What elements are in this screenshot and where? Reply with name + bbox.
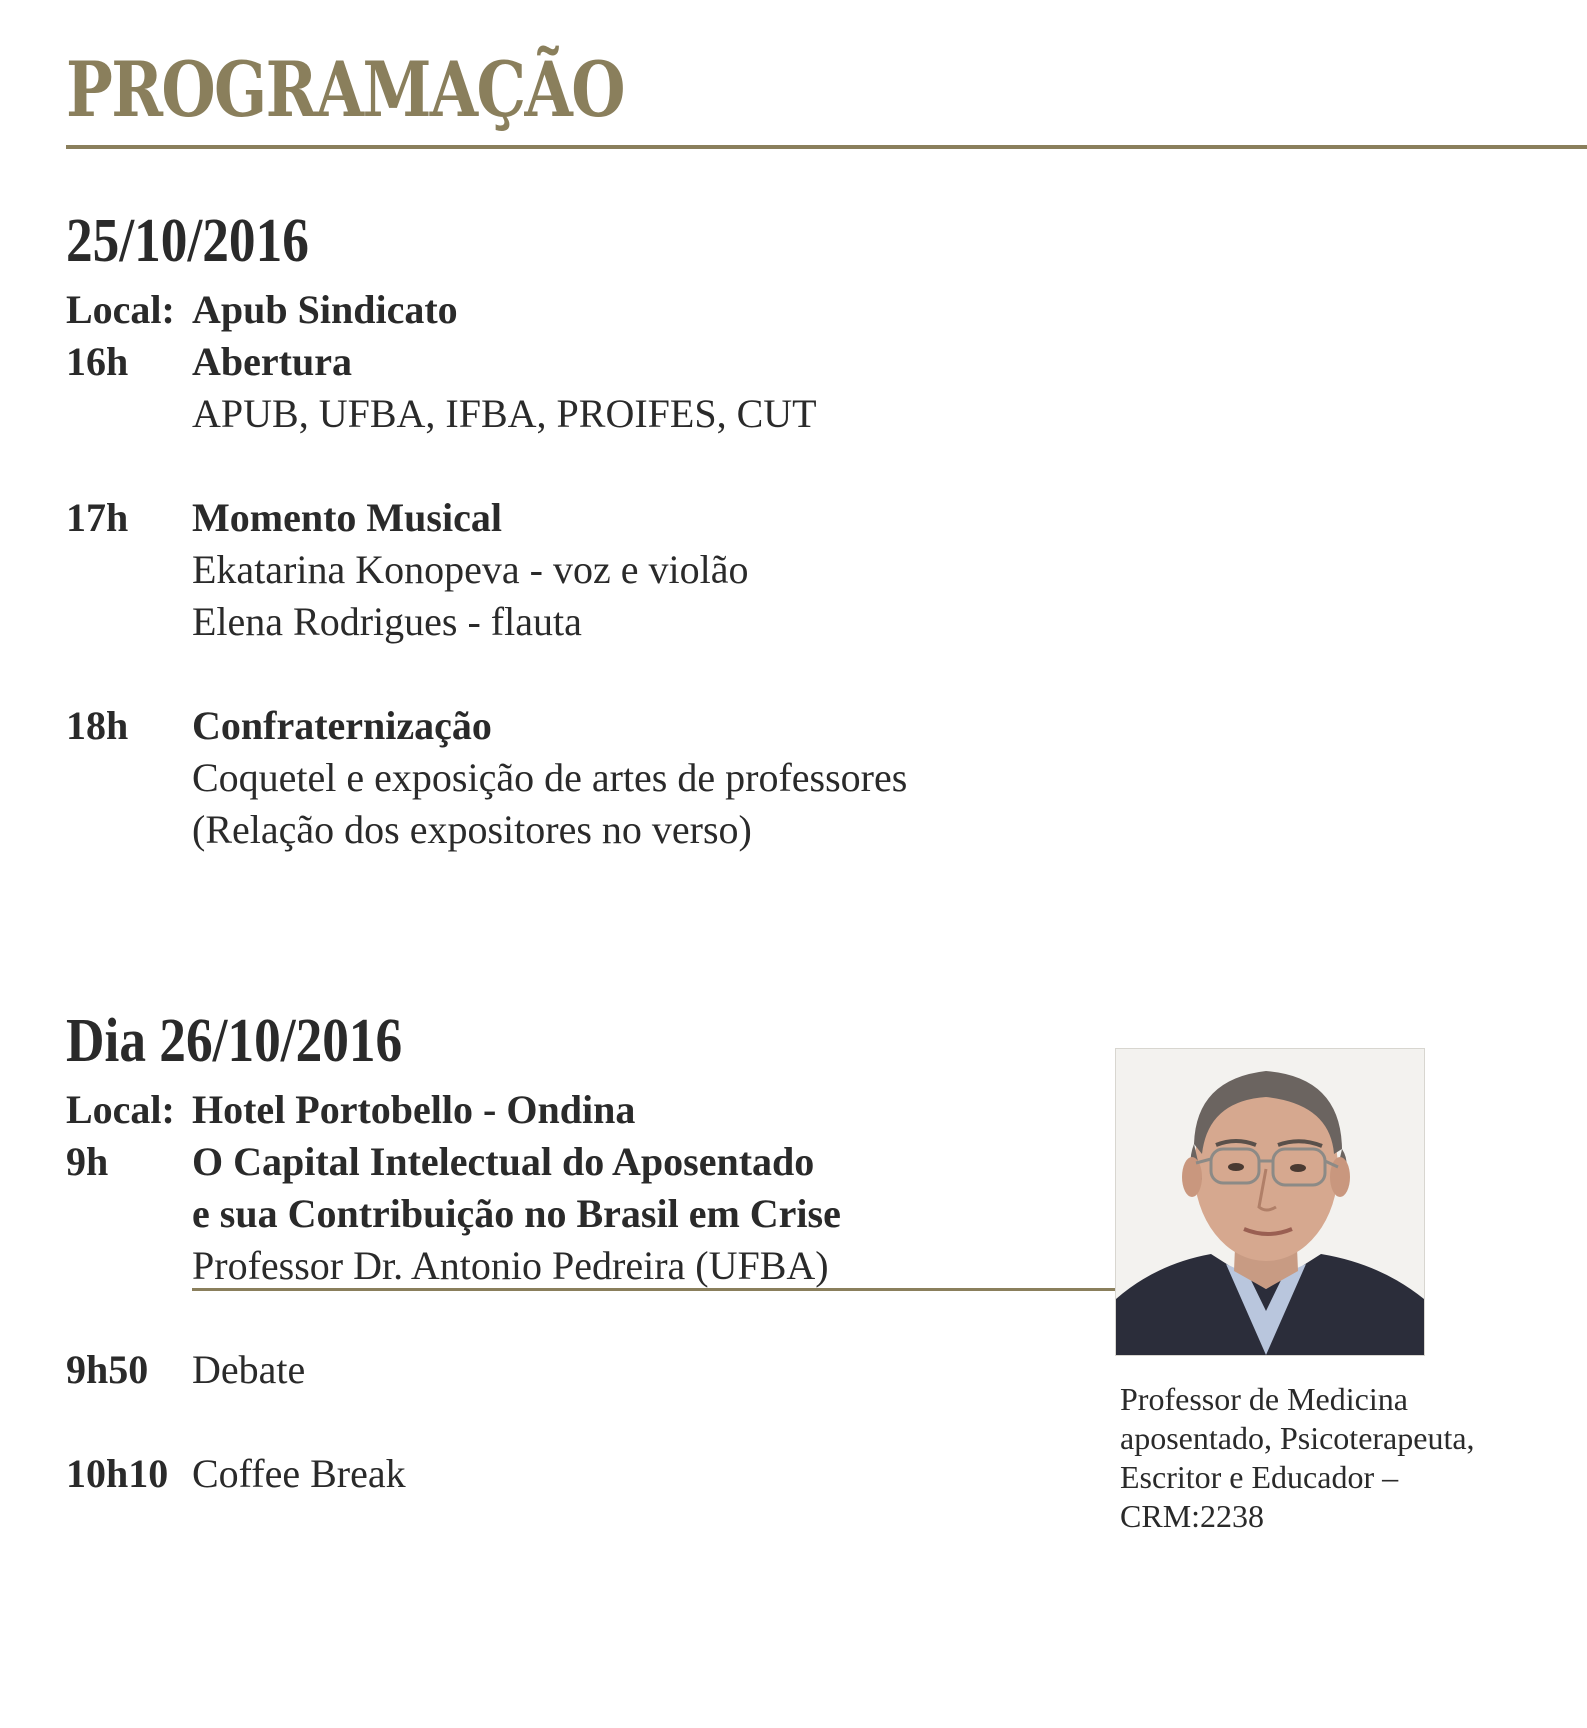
schedule-title: Coffee Break: [192, 1451, 406, 1496]
schedule-item: [66, 1344, 1046, 1396]
speaker-connector-line: [192, 1288, 1132, 1291]
local-value: Apub Sindicato: [192, 287, 458, 332]
schedule-title: Debate: [192, 1347, 306, 1392]
schedule-title: Confraternização: [192, 703, 492, 748]
day-1-date: 25/10/2016: [66, 207, 309, 275]
talk-speaker: Professor Dr. Antonio Pedreira (UFBA): [192, 1243, 829, 1288]
schedule-detail: APUB, UFBA, IFBA, PROIFES, CUT: [192, 391, 817, 436]
caption-line: CRM:2238: [1120, 1498, 1265, 1534]
schedule-item: [66, 336, 1046, 440]
schedule-title: Abertura: [192, 339, 352, 384]
talk-title-line: O Capital Intelectual do Aposentado: [192, 1139, 815, 1184]
schedule-detail: (Relação dos expositores no verso): [192, 807, 752, 852]
schedule-detail: Ekatarina Konopeva - voz e violão: [192, 547, 749, 592]
day-1-section: [66, 207, 1046, 856]
page-title: PROGRAMAÇÃO: [66, 45, 624, 134]
day-2-local-row: [66, 1084, 1046, 1136]
schedule-detail: Elena Rodrigues - flauta: [192, 599, 582, 644]
local-label: Local:: [66, 1087, 175, 1132]
schedule-time: 10h10: [66, 1451, 169, 1496]
caption-line: aposentado, Psicoterapeuta,: [1120, 1420, 1475, 1456]
schedule-title: Momento Musical: [192, 495, 502, 540]
caption-line: Professor de Medicina: [1120, 1381, 1408, 1417]
local-value: Hotel Portobello - Ondina: [192, 1087, 636, 1132]
day-2-date: Dia 26/10/2016: [66, 1007, 403, 1075]
schedule-time: 9h: [66, 1139, 109, 1184]
day-1-local-row: [66, 284, 1046, 336]
schedule-item: [66, 492, 1046, 648]
schedule-item: [66, 1448, 1046, 1500]
talk-item: [66, 1136, 1046, 1292]
schedule-time: 18h: [66, 703, 129, 748]
schedule-time: 16h: [66, 339, 129, 384]
speaker-photo: [1115, 1048, 1425, 1356]
local-label: Local:: [66, 287, 175, 332]
schedule-item: [66, 700, 1046, 856]
speaker-caption: [1120, 1380, 1540, 1536]
day-2-section: [66, 1007, 1046, 1500]
talk-title-line: e sua Contribuição no Brasil em Crise: [192, 1191, 841, 1236]
caption-line: Escritor e Educador –: [1120, 1459, 1399, 1495]
schedule-detail: Coquetel e exposição de artes de professores: [192, 755, 908, 800]
title-divider: [66, 145, 1587, 149]
schedule-time: 9h50: [66, 1347, 149, 1392]
schedule-time: 17h: [66, 495, 129, 540]
speaker-portrait-illustration: [1116, 1049, 1424, 1355]
